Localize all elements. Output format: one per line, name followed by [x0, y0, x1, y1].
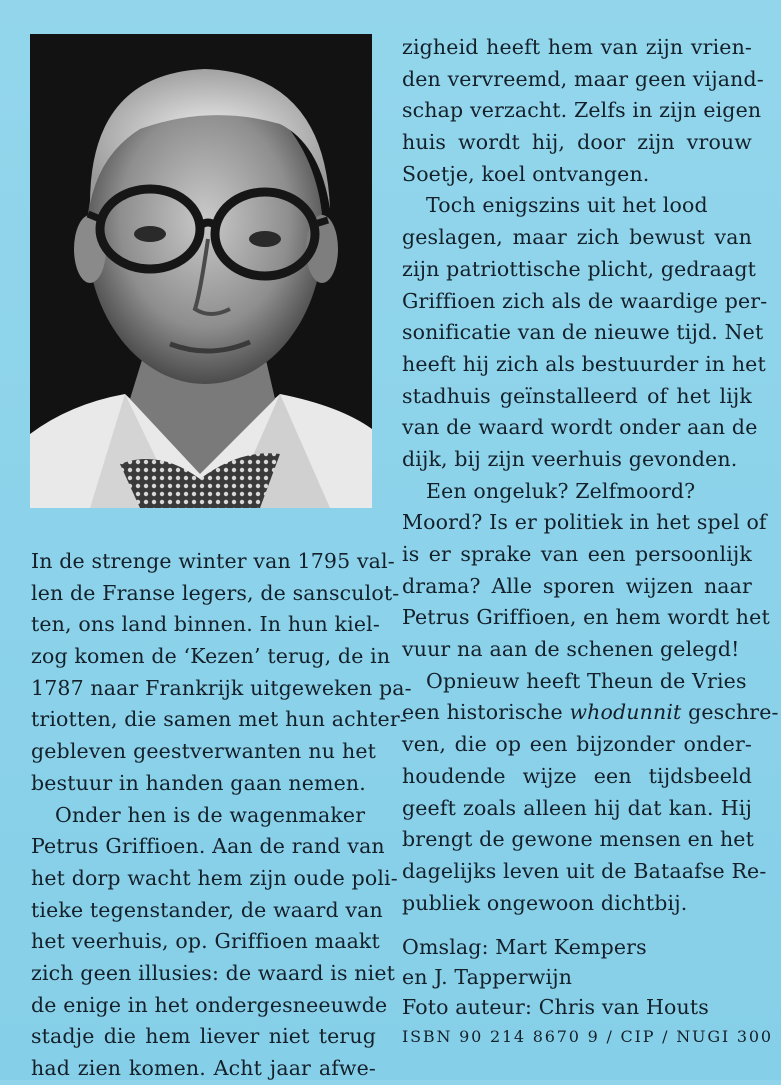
italic-word: whodunnit [569, 700, 682, 725]
text-line: 1787 naar Frankrijk uitgeweken pa- [31, 675, 412, 700]
text-segment: een historische [402, 700, 570, 725]
text-line: dagelijks leven uit de Bataafse Re- [402, 858, 767, 883]
text-line: Een ongeluk? Zelfmoord? [426, 478, 696, 503]
text-line: brengt de gewone mensen en het [402, 827, 754, 852]
author-portrait-icon [30, 34, 372, 508]
text-line: zigheid heeft hem van zijn vrien- [402, 35, 752, 59]
text-line: Opnieuw heeft Theun de Vries [426, 668, 747, 693]
right-text-column [402, 32, 779, 919]
text-segment: geschre- [681, 700, 779, 725]
text-line: stadje die hem liever niet terug [31, 1024, 376, 1049]
text-line: ven, die op een bijzonder onder- [402, 732, 752, 757]
text-line: gebleven geestverwanten nu het [31, 739, 376, 764]
author-portrait-photo [30, 34, 372, 508]
text-line: Onder hen is de wagenmaker [55, 802, 366, 827]
text-line: publiek ongewoon dichtbij. [402, 890, 688, 915]
cover-credit-2: en J. Tapperwijn [402, 965, 573, 989]
isbn-line: ISBN 90 214 8670 9 / CIP / NUGI 300 [402, 1027, 773, 1046]
text-line: bestuur in handen gaan nemen. [31, 770, 366, 795]
text-line: zijn patriottische plicht, gedraagt [402, 256, 757, 281]
photo-credit: Foto auteur: Chris van Houts [402, 995, 709, 1019]
text-line: sonificatie van de nieuwe tijd. Net [402, 320, 764, 345]
text-line: heeft hij zich als bestuurder in het [402, 351, 766, 376]
left-text-column [31, 546, 412, 1085]
text-line: triotten, die samen met hun achter- [31, 707, 407, 732]
text-line: van de waard wordt onder aan de [402, 415, 758, 440]
text-line: schap verzacht. Zelfs in zijn eigen [402, 98, 762, 123]
credits-block [402, 932, 773, 1052]
text-line: dijk, bij zijn veerhuis gevonden. [402, 446, 738, 471]
text-line: geslagen, maar zich bewust van [402, 225, 752, 250]
text-line: geeft zoals alleen hij dat kan. Hij [402, 795, 752, 820]
text-line: ten, ons land binnen. In hun kiel- [31, 612, 380, 637]
text-line: had zien komen. Acht jaar afwe- [31, 1056, 376, 1080]
cover-credit: Omslag: Mart Kempers [402, 935, 647, 959]
text-line: Soetje, koel ontvangen. [402, 161, 650, 186]
text-line: len de Franse legers, de sansculot- [31, 580, 400, 605]
text-line: stadhuis geïnstalleerd of het lijk [402, 383, 752, 408]
text-line: het dorp wacht hem zijn oude poli- [31, 865, 398, 890]
text-line: Petrus Griffioen, en hem wordt het [402, 605, 770, 630]
text-line: drama? Alle sporen wijzen naar [402, 573, 752, 598]
text-line: zich geen illusies: de waard is niet [31, 960, 396, 985]
text-line: huis wordt hij, door zijn vrouw [402, 130, 752, 155]
text-line: is er sprake van een persoonlijk [402, 542, 752, 566]
text-line-with-italic [402, 697, 779, 729]
text-line: tieke tegenstander, de waard van [31, 897, 383, 922]
text-line: vuur na aan de schenen gelegd! [402, 637, 740, 662]
text-line: Moord? Is er politiek in het spel of [402, 510, 767, 535]
text-line: den vervreemd, maar geen vijand- [402, 66, 764, 91]
text-line: Griffioen zich als de waardige per- [402, 288, 768, 313]
text-line: Toch enigszins uit het lood [426, 193, 708, 218]
text-line: zog komen de ‘Kezen’ terug, de in [31, 644, 391, 669]
text-line: het veerhuis, op. Griffioen maakt [31, 929, 380, 954]
text-line: houdende wijze een tijdsbeeld [402, 763, 752, 788]
text-line: Petrus Griffioen. Aan de rand van [31, 834, 385, 859]
text-line: de enige in het ondergesneeuwde [31, 992, 388, 1017]
text-line: In de strenge winter van 1795 val- [31, 549, 395, 573]
